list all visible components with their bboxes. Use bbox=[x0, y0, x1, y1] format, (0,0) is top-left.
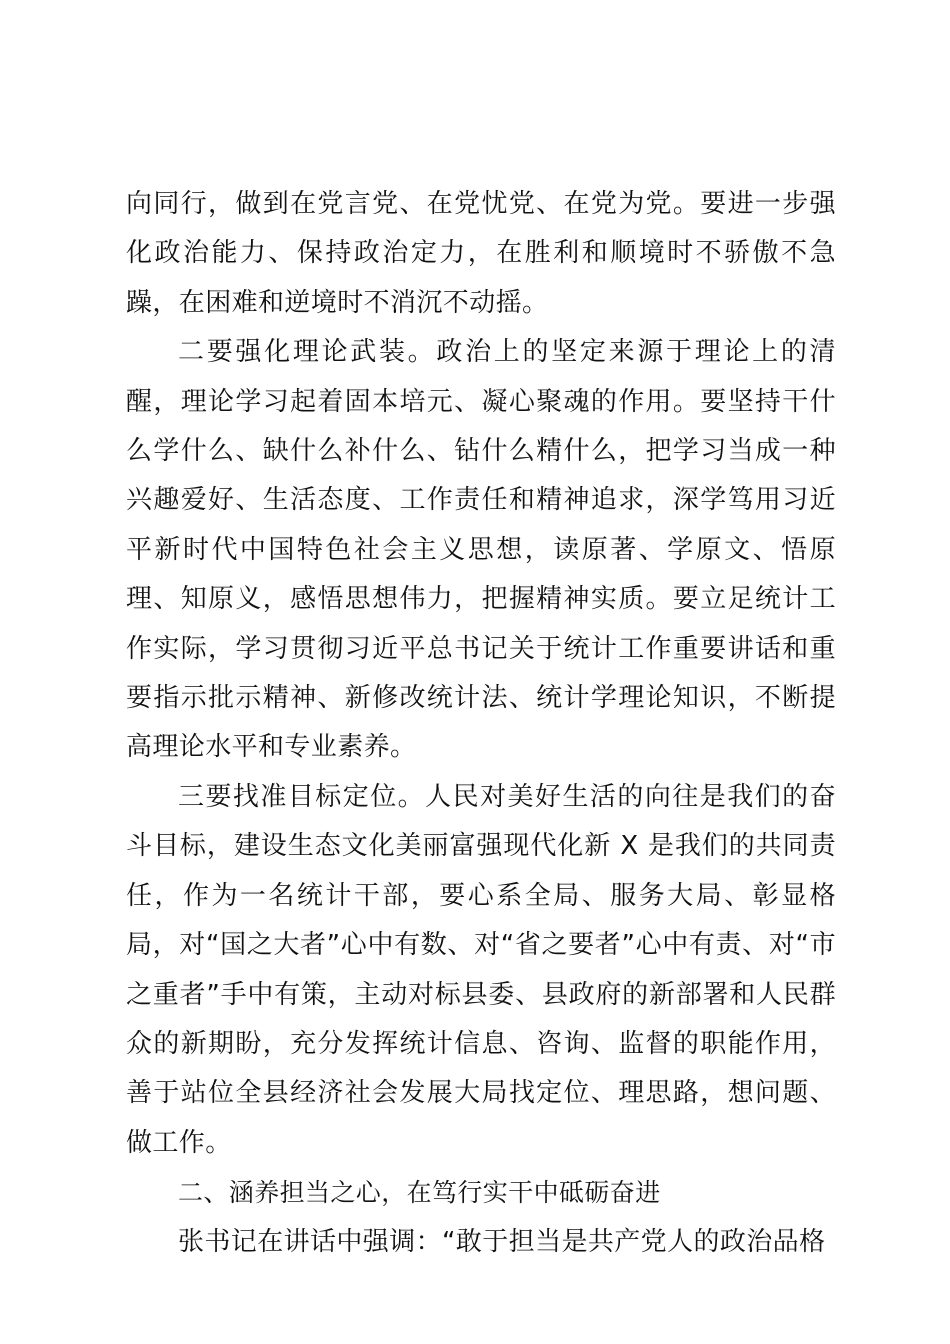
paragraph-theory: 二要强化理论武装。政治上的坚定来源于理论上的清醒，理论学习起着固本培元、凝心聚魂的作用。要坚持干什么学什么、缺什么补什么、钻什么精什么，把学习当成一种兴趣爱好、生活态度、工作责任和精神追求，深学笃用习近平新时代中国特色社会主义思想，读原著、学原文、悟原理、知原义，感悟思想伟力，把握精神实质。要立足统计工作实际，学习贯彻习近平总书记关于统计工作重要讲话和重要指示批示精神、新修改统计法、统计学理论知识，不断提高理论水平和专业素养。 bbox=[126, 337, 836, 763]
paragraph-quote: 张书记在讲话中强调：“敢于担当是共产党人的政治品格 bbox=[178, 1226, 826, 1257]
paragraph-goal: 三要找准目标定位。人民对美好生活的向往是我们的奋斗目标，建设生态文化美丽富强现代化新 X 是我们的共同责任，作为一名统计干部，要心系全局、服务大局、彰显格局，对“国之大者”心中有数、对“省之要者”心中有责、对“市之重者”手中有策，主动对标县委、县政府的新部署和人民群众的新期盼，充分发挥统计信息、咨询、监督的职能作用，善于站位全县经济社会发展大局找定位、理思路，想问题、做工作。 bbox=[126, 781, 836, 1158]
document-body bbox=[126, 180, 836, 1267]
section-heading: 二、涵养担当之心，在笃行实干中砥砺奋进 bbox=[178, 1178, 661, 1208]
paragraph-continuation: 向同行，做到在党言党、在党忧党、在党为党。要进一步强化政治能力、保持政治定力，在胜利和顺境时不骄傲不急躁，在困难和逆境时不消沉不动摇。 bbox=[126, 189, 836, 318]
